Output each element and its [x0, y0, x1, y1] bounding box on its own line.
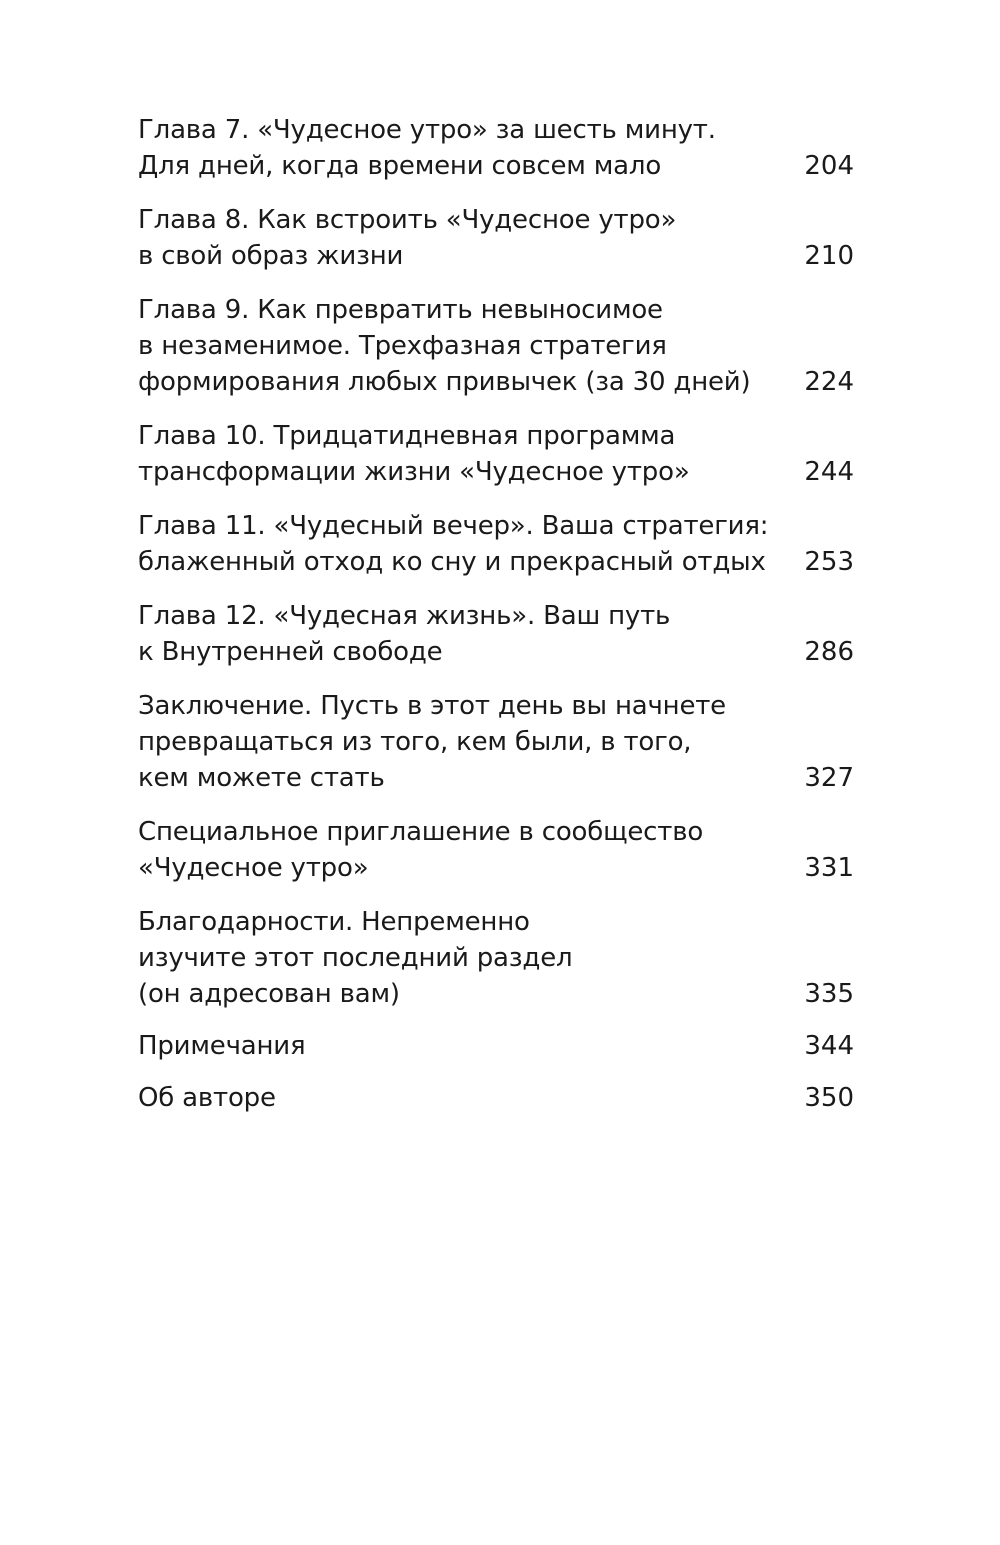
toc-entry-line: Глава 10. Тридцатидневная программа [138, 421, 676, 451]
toc-entry-line: Специальное приглашение в сообщество [138, 817, 704, 847]
toc-entry-title [138, 508, 794, 580]
toc-entry-chapter-9 [138, 292, 854, 400]
toc-entry-acknowledgements [138, 904, 854, 1012]
toc-entry-line: формирования любых привычек (за 30 дней) [138, 367, 751, 397]
toc-entry-notes [138, 1028, 854, 1064]
toc-entry-title [138, 292, 794, 400]
toc-page-number: 253 [804, 547, 854, 577]
toc-page-number: 327 [804, 763, 854, 793]
toc-entry-line: Благодарности. Непременно [138, 907, 530, 937]
toc-entry-line: кем можете стать [138, 763, 385, 793]
toc-entry-line: блаженный отход ко сну и прекрасный отдых [138, 547, 766, 577]
toc-page-number: 344 [804, 1031, 854, 1061]
toc-entry-special-invitation [138, 814, 854, 886]
toc-entry-line: Глава 12. «Чудесная жизнь». Ваш путь [138, 601, 671, 631]
toc-entry-line: Заключение. Пусть в этот день вы начнете [138, 691, 726, 721]
toc-page-number: 244 [804, 457, 854, 487]
toc-entry-line: (он адресован вам) [138, 979, 400, 1009]
toc-entry-line: Глава 9. Как превратить невыносимое [138, 295, 663, 325]
toc-entry-title [138, 598, 794, 670]
toc-page-number: 331 [804, 853, 854, 883]
toc-entry-line: трансформации жизни «Чудесное утро» [138, 457, 690, 487]
toc-page-number: 210 [804, 241, 854, 271]
toc-page-number: 286 [804, 637, 854, 667]
toc-entry-line: Для дней, когда времени совсем мало [138, 151, 662, 181]
toc-entry-line: Примечания [138, 1031, 306, 1061]
toc-entry-line: Глава 7. «Чудесное утро» за шесть минут. [138, 115, 716, 145]
toc-entry-chapter-8 [138, 202, 854, 274]
toc-entry-chapter-12 [138, 598, 854, 670]
toc-entry-title [138, 418, 794, 490]
toc-entry-title [138, 1028, 794, 1064]
toc-page-number: 204 [804, 151, 854, 181]
toc-entry-line: к Внутренней свободе [138, 637, 443, 667]
toc-entry-about-author [138, 1080, 854, 1116]
toc-page-number: 350 [804, 1083, 854, 1113]
toc-entry-chapter-11 [138, 508, 854, 580]
toc-entry-line: превращаться из того, кем были, в того, [138, 727, 692, 757]
toc-entry-title [138, 688, 794, 796]
toc-page-number: 335 [804, 979, 854, 1009]
toc-entry-line: «Чудесное утро» [138, 853, 369, 883]
toc-entry-line: Об авторе [138, 1083, 276, 1113]
toc-entry-line: Глава 11. «Чудесный вечер». Ваша стратегия: [138, 511, 769, 541]
toc-entry-chapter-10 [138, 418, 854, 490]
toc-entry-title [138, 112, 794, 184]
toc-entry-line: в незаменимое. Трехфазная стратегия [138, 331, 667, 361]
toc-entry-line: изучите этот последний раздел [138, 943, 573, 973]
table-of-contents [138, 112, 854, 1132]
toc-entry-line: в свой образ жизни [138, 241, 404, 271]
toc-entry-chapter-7 [138, 112, 854, 184]
toc-entry-conclusion [138, 688, 854, 796]
toc-entry-line: Глава 8. Как встроить «Чудесное утро» [138, 205, 677, 235]
toc-entry-title [138, 1080, 794, 1116]
toc-page-number: 224 [804, 367, 854, 397]
toc-entry-title [138, 814, 794, 886]
toc-entry-title [138, 202, 794, 274]
toc-entry-title [138, 904, 794, 1012]
